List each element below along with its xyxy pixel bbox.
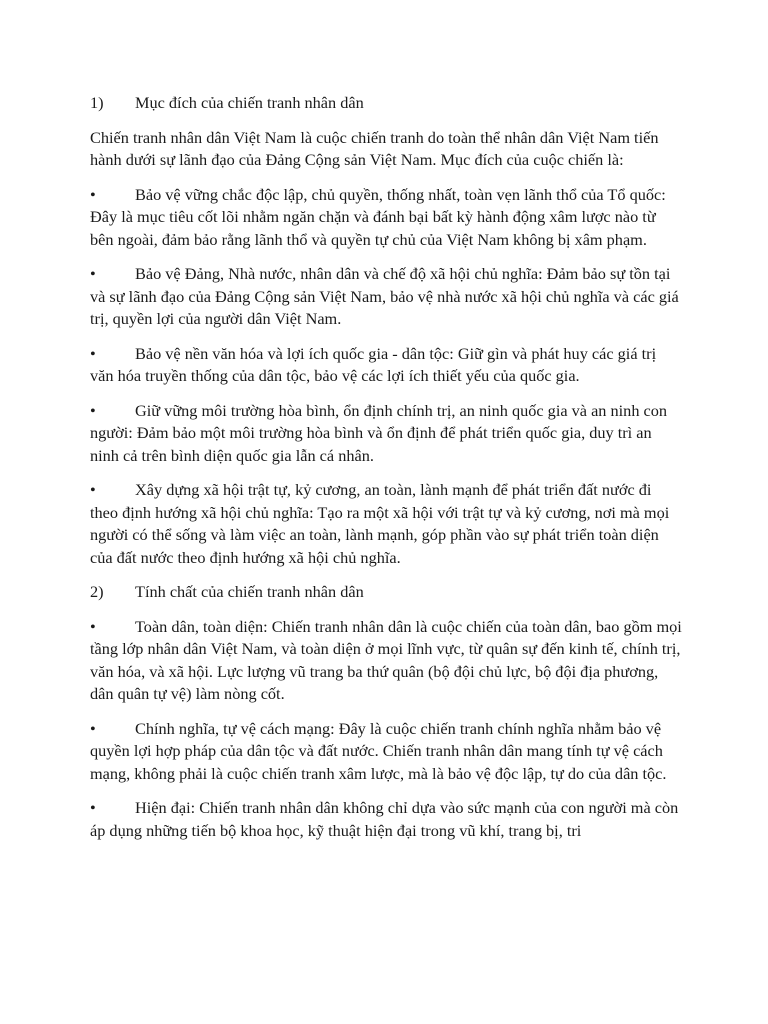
document-page [90,92,682,854]
bullet-mark: • [90,718,96,738]
section-1-bullet [90,479,682,569]
bullet-mark: • [90,616,96,636]
section-1-bullet [90,400,682,468]
bullet-text: Bảo vệ vững chắc độc lập, chủ quyền, thống nhất, toàn vẹn lãnh thổ của Tổ quốc: Đây là mục tiêu cốt lõi nhằm ngăn chặn và đánh bại bất kỳ hành động xâm lược nào từ bên ngoài, đảm bảo rằng lãnh thổ và quyền tự chủ của Việt Nam không bị xâm phạm. [90,184,666,249]
bullet-text: Xây dựng xã hội trật tự, kỷ cương, an toàn, lành mạnh để phát triển đất nước đi theo định hướng xã hội chủ nghĩa: Tạo ra một xã hội với trật tự và kỷ cương, nơi mà mọi người có thể sống và làm việc an toàn, lành mạnh, góp phần vào sự phát triển toàn diện của đất nước theo định hướng xã hội chủ nghĩa. [90,480,670,567]
bullet-text: Hiện đại: Chiến tranh nhân dân không chỉ dựa vào sức mạnh của con người mà còn áp dụng những tiến bộ khoa học, kỹ thuật hiện đại trong vũ khí, trang bị, tri [90,798,679,840]
section-2-title: Tính chất của chiến tranh nhân dân [135,582,364,601]
section-1-bullet [90,343,682,388]
bullet-mark: • [90,343,96,363]
section-1-heading [90,92,682,115]
bullet-mark: • [90,798,96,817]
bullet-mark: • [90,480,96,499]
section-1-bullet [90,184,682,252]
section-1-intro: Chiến tranh nhân dân Việt Nam là cuộc chiến tranh do toàn thể nhân dân Việt Nam tiến hành dưới sự lãnh đạo của Đảng Cộng sản Việt Nam. Mục đích của cuộc chiến là: [90,127,659,169]
section-1-number: 1) [90,93,104,112]
bullet-mark: • [90,264,96,283]
bullet-text: Bảo vệ Đảng, Nhà nước, nhân dân và chế độ xã hội chủ nghĩa: Đảm bảo sự tồn tại và sự lãnh đạo của Đảng Cộng sản Việt Nam, bảo vệ nhà nước xã hội chủ nghĩa và các giá trị, quyền lợi của người dân Việt Nam. [90,264,679,328]
section-2-bullet [90,797,682,842]
bullet-text: Chính nghĩa, tự vệ cách mạng: Đây là cuộc chiến tranh chính nghĩa nhằm bảo vệ quyền lợi hợp pháp của dân tộc và đất nước. Chiến tranh nhân dân mang tính tự vệ cách mạng, không phải là cuộc chiến tranh xâm lược, mà là bảo vệ độc lập, tự do của dân tộc. [90,718,667,783]
section-2-number: 2) [90,582,104,601]
section-1-title: Mục đích của chiến tranh nhân dân [135,93,364,112]
section-1-bullet [90,263,682,331]
section-2-bullet [90,616,682,706]
section-2-heading [90,581,682,604]
bullet-text: Toàn dân, toàn diện: Chiến tranh nhân dân là cuộc chiến của toàn dân, bao gồm mọi tầng lớp nhân dân Việt Nam, và toàn diện ở mọi lĩnh vực, từ quân sự đến kinh tế, chính trị, văn hóa, và xã hội. Lực lượng vũ trang ba thứ quân (bộ đội chủ lực, bộ đội địa phương, dân quân tự vệ) làm nòng cốt. [90,616,682,703]
bullet-text: Giữ vững môi trường hòa bình, ổn định chính trị, an ninh quốc gia và an ninh con người: Đảm bảo một môi trường hòa bình và ổn định để phát triển quốc gia, duy trì an ninh cả trên bình diện quốc gia lẫn cá nhân. [90,400,668,465]
bullet-mark: • [90,400,96,420]
bullet-mark: • [90,184,96,204]
bullet-text: Bảo vệ nền văn hóa và lợi ích quốc gia - dân tộc: Giữ gìn và phát huy các giá trị văn hóa truyền thống của dân tộc, bảo vệ các lợi ích thiết yếu của quốc gia. [90,343,657,385]
section-2-bullet [90,718,682,786]
